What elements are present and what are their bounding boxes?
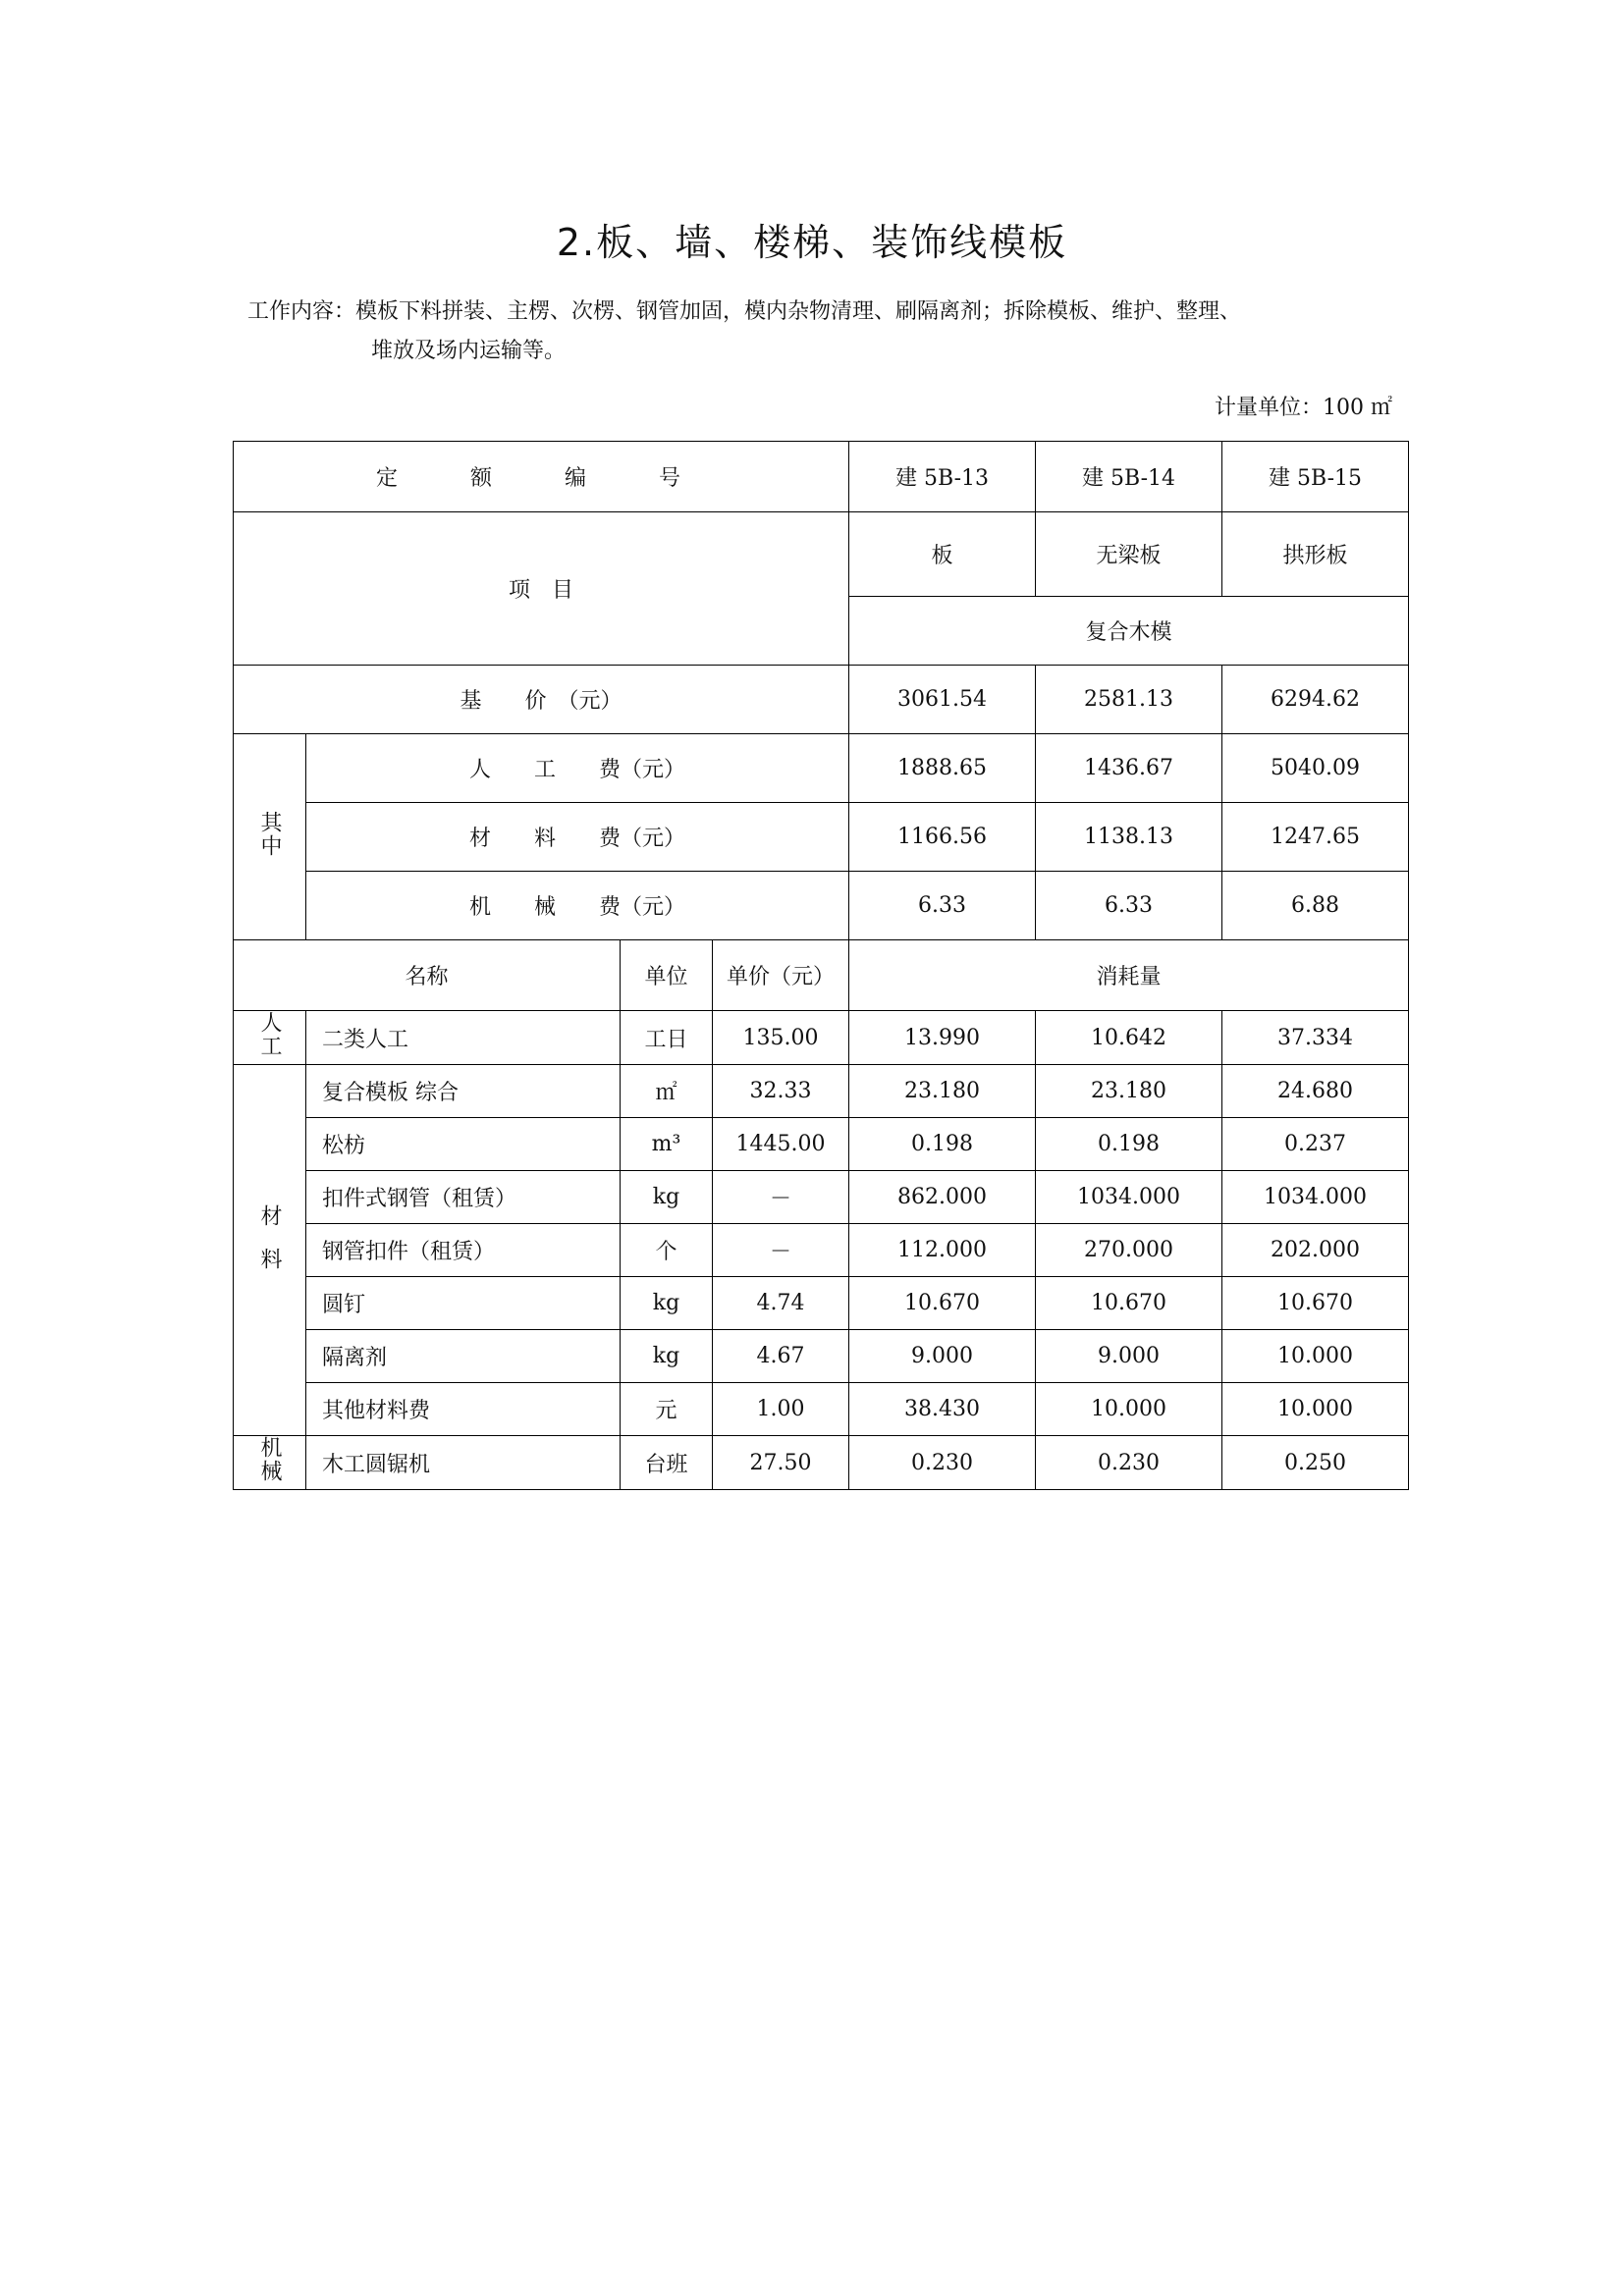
page-title: 2.板、墙、楼梯、装饰线模板 (556, 221, 1068, 264)
consumption-value: 10.000 (1222, 1383, 1409, 1436)
resource-price: 135.00 (713, 1011, 849, 1065)
cost-value: 6.88 (1222, 872, 1409, 940)
consumption-value: 13.990 (849, 1011, 1036, 1065)
table-row (234, 1224, 1409, 1277)
resource-unit: m³ (621, 1118, 713, 1171)
consumption-value: 10.670 (1222, 1277, 1409, 1330)
cost-label: 材 料 费（元） (306, 803, 849, 872)
table-row (234, 1277, 1409, 1330)
resource-price: 27.50 (713, 1436, 849, 1490)
header-name: 名称 (234, 940, 621, 1011)
item-name: 板 (849, 512, 1036, 597)
measurement-unit: 计量单位：100 ㎡ (1215, 396, 1392, 420)
formwork-type: 复合木模 (849, 597, 1409, 666)
cost-value: 1138.13 (1036, 803, 1222, 872)
cost-value: 1436.67 (1036, 734, 1222, 803)
consumption-value: 1034.000 (1222, 1171, 1409, 1224)
consumption-value: 10.670 (849, 1277, 1036, 1330)
quota-number-row (234, 442, 1409, 512)
table-row (234, 1118, 1409, 1171)
resource-price: － (713, 1224, 849, 1277)
consumption-value: 1034.000 (1036, 1171, 1222, 1224)
cost-value: 6.33 (1036, 872, 1222, 940)
group-materials: 材料 (234, 1065, 306, 1436)
consumption-value: 10.000 (1222, 1330, 1409, 1383)
quota-table (233, 441, 1409, 1490)
resource-name: 圆钉 (306, 1277, 621, 1330)
consumption-value: 0.250 (1222, 1436, 1409, 1490)
table-row (234, 1436, 1409, 1490)
work-content-line2: 堆放及场内运输等。 (371, 339, 567, 363)
cost-value: 6.33 (849, 872, 1036, 940)
among-label: 其中 (234, 734, 306, 940)
resource-price: 1.00 (713, 1383, 849, 1436)
consumption-value: 37.334 (1222, 1011, 1409, 1065)
resource-name: 复合模板 综合 (306, 1065, 621, 1118)
consumption-value: 23.180 (849, 1065, 1036, 1118)
consumption-value: 23.180 (1036, 1065, 1222, 1118)
header-consumption: 消耗量 (849, 940, 1409, 1011)
resource-unit: 元 (621, 1383, 713, 1436)
consumption-value: 10.642 (1036, 1011, 1222, 1065)
cost-row (234, 872, 1409, 940)
resource-name: 其他材料费 (306, 1383, 621, 1436)
group-machinery: 机械 (234, 1436, 306, 1490)
consumption-value: 10.000 (1036, 1383, 1222, 1436)
header-unit: 单位 (621, 940, 713, 1011)
base-price: 2581.13 (1036, 666, 1222, 734)
cost-value: 1888.65 (849, 734, 1036, 803)
base-price: 6294.62 (1222, 666, 1409, 734)
consumption-value: 0.198 (1036, 1118, 1222, 1171)
header-unit-price: 单价（元） (713, 940, 849, 1011)
table-row (234, 1011, 1409, 1065)
base-price-row (234, 666, 1409, 734)
resource-unit: 工日 (621, 1011, 713, 1065)
cost-row (234, 734, 1409, 803)
resource-unit: 台班 (621, 1436, 713, 1490)
cost-value: 1166.56 (849, 803, 1036, 872)
consumption-value: 24.680 (1222, 1065, 1409, 1118)
resource-price: 4.74 (713, 1277, 849, 1330)
resource-name: 二类人工 (306, 1011, 621, 1065)
cost-label: 机 械 费（元） (306, 872, 849, 940)
work-content-line1: 模板下料拼装、主楞、次楞、钢管加固，模内杂物清理、刷隔离剂；拆除模板、维护、整理、 (355, 299, 1242, 324)
resource-unit: 个 (621, 1224, 713, 1277)
consumption-value: 0.230 (1036, 1436, 1222, 1490)
consumption-value: 9.000 (849, 1330, 1036, 1383)
resource-price: － (713, 1171, 849, 1224)
table-row (234, 1065, 1409, 1118)
consumption-value: 9.000 (1036, 1330, 1222, 1383)
group-labor: 人工 (234, 1011, 306, 1065)
work-content-label: 工作内容： (247, 299, 356, 324)
quota-code: 建 5B-13 (849, 442, 1036, 512)
cost-value: 1247.65 (1222, 803, 1409, 872)
cost-label: 人 工 费（元） (306, 734, 849, 803)
resource-unit: ㎡ (621, 1065, 713, 1118)
resource-header-row (234, 940, 1409, 1011)
base-price-label: 基 价 （元） (234, 666, 849, 734)
item-name: 拱形板 (1222, 512, 1409, 597)
table-row (234, 1171, 1409, 1224)
quota-code: 建 5B-14 (1036, 442, 1222, 512)
consumption-value: 862.000 (849, 1171, 1036, 1224)
table-row (234, 1330, 1409, 1383)
cost-value: 5040.09 (1222, 734, 1409, 803)
cost-row (234, 803, 1409, 872)
consumption-value: 0.230 (849, 1436, 1036, 1490)
resource-unit: kg (621, 1277, 713, 1330)
table-row (234, 1383, 1409, 1436)
consumption-value: 0.237 (1222, 1118, 1409, 1171)
quota-number-label: 定 额 编 号 (234, 442, 849, 512)
item-label: 项 目 (234, 512, 849, 666)
consumption-value: 0.198 (849, 1118, 1036, 1171)
resource-price: 32.33 (713, 1065, 849, 1118)
quota-code: 建 5B-15 (1222, 442, 1409, 512)
resource-price: 1445.00 (713, 1118, 849, 1171)
resource-unit: kg (621, 1330, 713, 1383)
base-price: 3061.54 (849, 666, 1036, 734)
resource-price: 4.67 (713, 1330, 849, 1383)
consumption-value: 270.000 (1036, 1224, 1222, 1277)
consumption-value: 202.000 (1222, 1224, 1409, 1277)
consumption-value: 38.430 (849, 1383, 1036, 1436)
item-name: 无梁板 (1036, 512, 1222, 597)
resource-name: 隔离剂 (306, 1330, 621, 1383)
consumption-value: 112.000 (849, 1224, 1036, 1277)
resource-name: 木工圆锯机 (306, 1436, 621, 1490)
work-content (247, 293, 1406, 371)
resource-name: 钢管扣件（租赁） (306, 1224, 621, 1277)
resource-name: 松枋 (306, 1118, 621, 1171)
item-row (234, 512, 1409, 597)
resource-name: 扣件式钢管（租赁） (306, 1171, 621, 1224)
consumption-value: 10.670 (1036, 1277, 1222, 1330)
resource-unit: kg (621, 1171, 713, 1224)
